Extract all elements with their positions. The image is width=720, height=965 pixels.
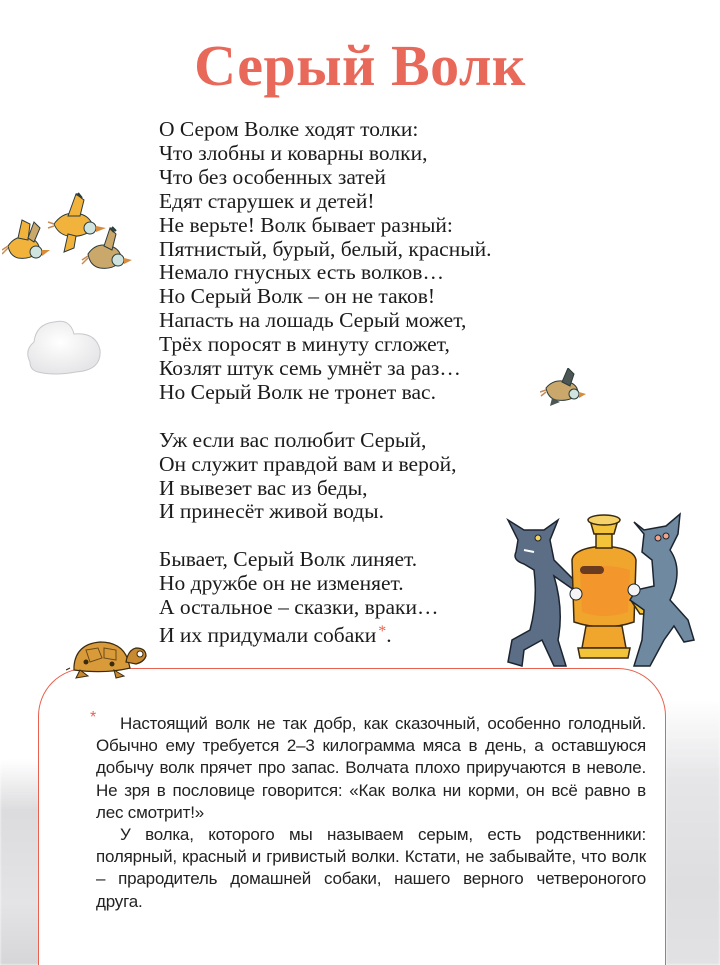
watercolor-wash-right (666, 700, 720, 965)
poem-line: А остальное – сказки, враки… (159, 595, 439, 620)
footnote-marker-link[interactable]: * (378, 623, 387, 640)
poem-line: О Сером Волке ходят толки: (159, 117, 419, 141)
poem-line: Пятнистый, бурый, белый, красный. (159, 236, 492, 261)
cloud-illustration (24, 314, 104, 376)
poem-line: Он служит правдой вам и верой, (159, 451, 457, 476)
footnote (90, 709, 646, 913)
turtle-illustration (66, 636, 152, 680)
poem-line: Бывает, Серый Волк линяет. (159, 547, 418, 572)
birds-icon (2, 170, 142, 280)
cloud-icon (24, 314, 104, 376)
poem-line: Но дружбе он не изменяет. (159, 571, 404, 596)
footnote-marker: * (90, 709, 97, 726)
poem-line-text: И их придумали собаки (159, 623, 377, 647)
poem-stanza-1 (159, 118, 579, 405)
poem-line: Что без особенных затей (159, 164, 386, 189)
poem-line-trailing: . (386, 623, 392, 647)
poem-line: Не верьте! Волк бывает разный: (159, 212, 453, 237)
footnote-paragraph-1: Настоящий волк не так добр, как сказочный, особенно голодный. Обычно ему требуется 2–3 килограмма мяса в день, а оставшуюся добычу волк прячет про запас. Волчата плохо приручаются в неволе. Не зря в пословице говорится: «Как волка ни корми, он всё равно в лес смотрит!» (96, 714, 646, 822)
flying-birds-illustration (2, 170, 142, 280)
poem-line: Но Серый Волк – он не таков! (159, 284, 436, 309)
wolves-samovar-icon (494, 490, 706, 676)
poem-line: Едят старушек и детей! (159, 188, 375, 213)
poem-line: Немало гнусных есть волков… (159, 260, 444, 285)
watercolor-wash-left (0, 760, 40, 965)
poem-line: Трёх поросят в минуту сгложет, (159, 332, 450, 357)
poem-line: И принесёт живой воды. (159, 499, 384, 524)
flying-bird-illustration (540, 368, 588, 410)
poem-line: Что злобны и коварны волки, (159, 140, 428, 165)
poem-line: И вывезет вас из беды, (159, 475, 368, 500)
poem-line: Уж если вас полюбит Серый, (159, 427, 427, 452)
poem-line: Козлят штук семь умнёт за раз… (159, 356, 461, 381)
poem-line: Но Серый Волк не тронет вас. (159, 379, 436, 404)
poem-line: Напасть на лошадь Серый может, (159, 308, 467, 333)
turtle-icon (66, 636, 152, 680)
footnote-paragraph-2: У волка, которого мы называем серым, есть родственники: полярный, красный и гривистый волки. Кстати, не забывайте, что волк – прародитель домашней собаки, нашего верного четвероногого друга. (96, 825, 646, 911)
bird-icon (540, 368, 588, 410)
wolves-carrying-samovar-illustration (494, 490, 706, 676)
page-title: Серый Волк (194, 33, 526, 98)
